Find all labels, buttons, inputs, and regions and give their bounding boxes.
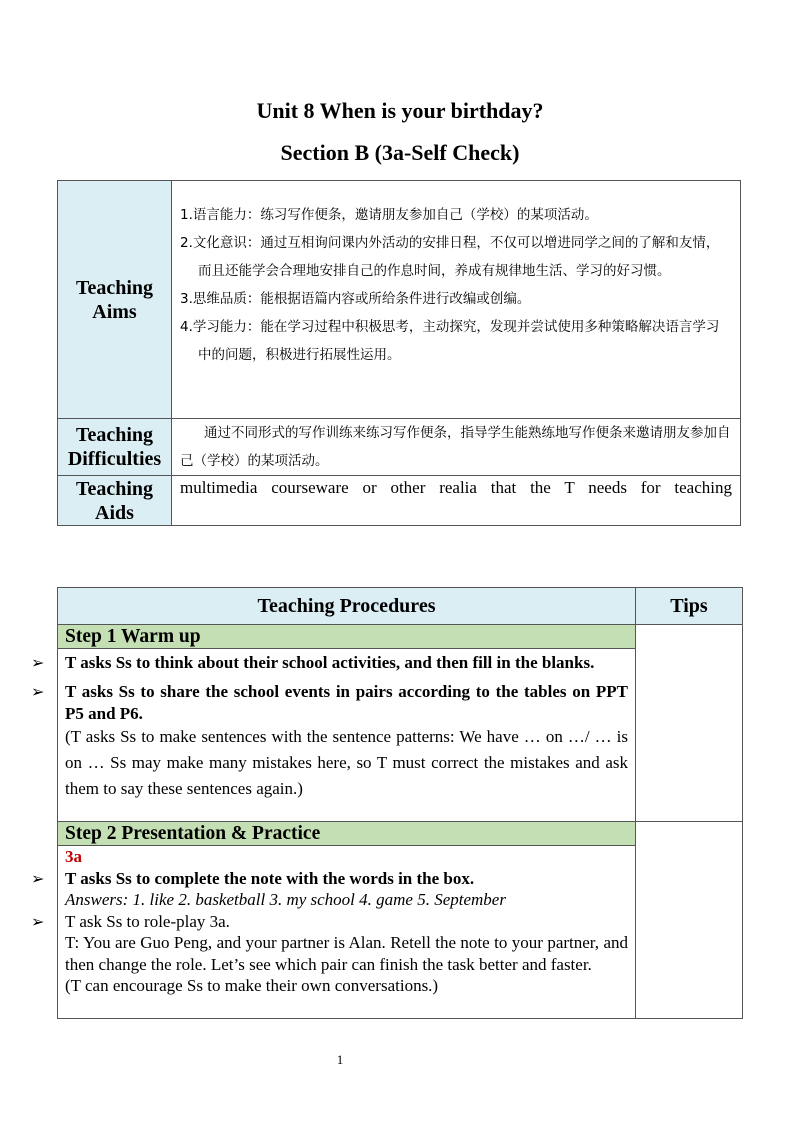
step2-text2: (T can encourage Ss to make their own conversations.) [65,976,439,995]
tips-header: Tips [636,588,743,625]
step2-title: Step 2 Presentation & Practice [58,822,636,846]
step2-bullet2-text: T ask Ss to role-play 3a. [65,911,230,931]
teaching-aims-label: Teaching Aims [58,181,172,419]
aim-item: 1.语言能力：练习写作便条，邀请朋友参加自己（学校）的某项活动。 [180,207,598,223]
arrow-bullet-icon: ➢ [31,911,45,931]
step2-bullet1 [31,868,628,890]
step2-bullet1-text: T asks Ss to complete the note with the words in the box. [65,868,475,888]
step2-body [31,846,636,1019]
step1-body [31,649,636,822]
procedures-table [31,587,743,1019]
teaching-difficulties-content [172,419,741,476]
aids-text: multimedia courseware or other realia that the T needs for teaching [180,478,732,497]
step1-bullet1 [31,650,628,676]
difficulties-text: 通过不同形式的写作训练来练习写作便条，指导学生能熟练地写作便条来邀请朋友参加自己（学校）的某项活动。 [180,425,731,469]
step1-title: Step 1 Warm up [58,625,636,649]
step2-section-label: 3a [65,847,82,866]
arrow-bullet-icon: ➢ [31,682,45,701]
step2-text1: T: You are Guo Peng, and your partner is Alan. Retell the note to your partner, and then change the role. Let’s see which pair can finish the task better and faster. [65,933,628,974]
teaching-difficulties-label: Teaching Difficulties [58,419,172,476]
arrow-bullet-icon: ➢ [31,868,45,888]
step1-bullet2 [31,681,628,724]
page-number: 1 [336,1052,344,1067]
aim-item: 3.思维品质：能根据语篇内容或所给条件进行改编或创编。 [180,291,531,307]
step1-note: (T asks Ss to make sentences with the sentence patterns: We have … on …/ … is on … Ss may make many mistakes here, so T must correct the mistakes and ask them to say these sentences again.) [65,727,628,798]
step2-answers: Answers: 1. like 2. basketball 3. my school 4. game 5. September [65,890,506,909]
teaching-aids-content [172,476,741,526]
teaching-aims-content [172,181,741,419]
teaching-info-table [57,180,741,526]
arrow-bullet-icon: ➢ [31,653,45,672]
procedures-header: Teaching Procedures [58,588,636,625]
document-title: Unit 8 When is your birthday? [256,98,544,123]
teaching-aids-label: Teaching Aids [58,476,172,526]
aim-item: 4.学习能力：能在学习过程中积极思考，主动探究，发现并尝试使用多种策略解决语言学习中的问题，积极进行拓展性运用。 [180,319,720,363]
aim-item: 2.文化意识：通过互相询问课内外活动的安排日程，不仅可以增进同学之间的了解和友情，而且还能学会合理地安排自己的作息时间，养成有规律地生活、学习的好习惯。 [180,235,720,279]
step2-bullet2 [31,911,628,933]
step1-bullet1-text: T asks Ss to think about their school activities, and then fill in the blanks. [65,653,595,672]
step2-tips-cell [636,822,743,1019]
step1-bullet2-text: T asks Ss to share the school events in pairs according to the tables on PPT P5 and P6. [65,682,628,723]
document-subtitle: Section B (3a-Self Check) [280,140,520,165]
step1-tips-cell [636,625,743,822]
